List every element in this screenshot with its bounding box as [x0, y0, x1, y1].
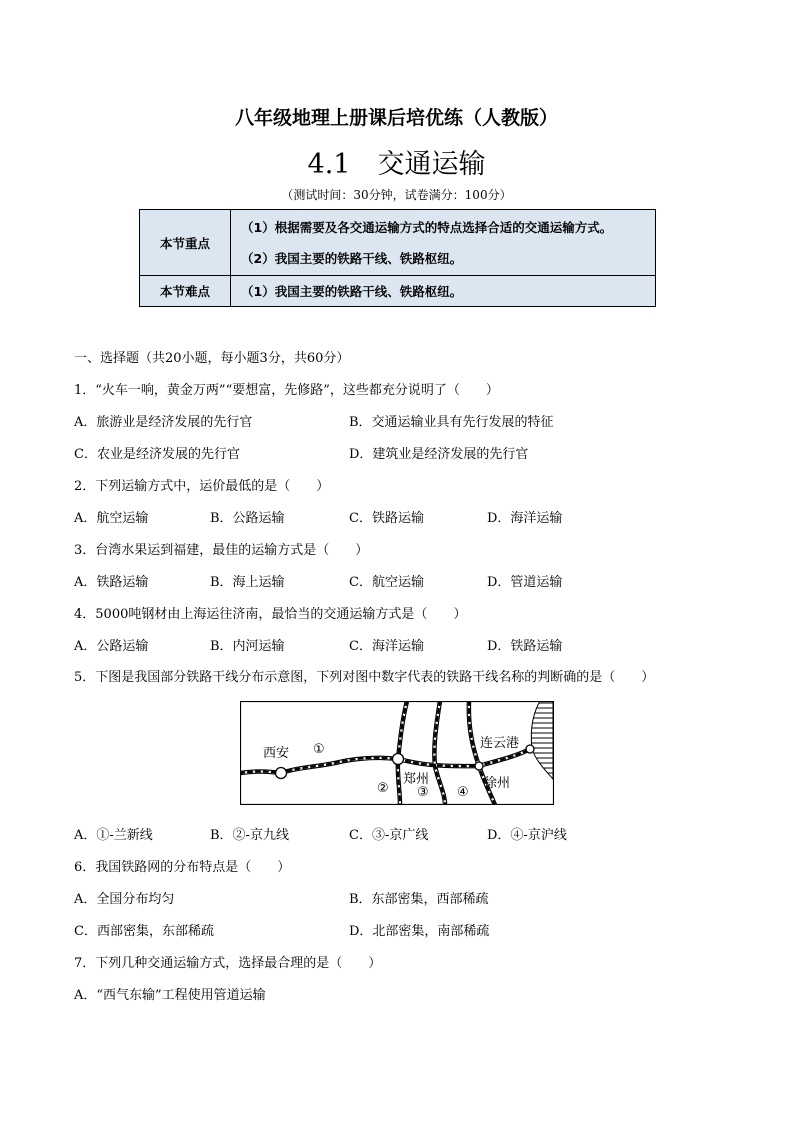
- option[interactable]: C．海洋运输: [349, 639, 424, 654]
- option[interactable]: C．航空运输: [349, 575, 424, 590]
- option[interactable]: A．旅游业是经济发展的先行官: [74, 415, 253, 430]
- city-lianyungang: [526, 745, 534, 753]
- key-point: （2）我国主要的铁路干线、铁路枢纽。: [241, 250, 463, 266]
- option[interactable]: D．北部密集，南部稀疏: [349, 924, 490, 939]
- question-7: 7．下列几种交通运输方式，选择最合理的是（ ）: [74, 956, 382, 971]
- marker-4: ④: [457, 785, 469, 800]
- option[interactable]: D．海洋运输: [487, 511, 563, 526]
- marker-3: ③: [417, 785, 429, 800]
- label-xian: 西安: [263, 746, 290, 761]
- label-lianyungang: 连云港: [480, 736, 520, 751]
- option[interactable]: B．公路运输: [210, 511, 285, 526]
- option[interactable]: A．航空运输: [74, 511, 149, 526]
- objectives-table: [139, 209, 656, 307]
- question-6: 6．我国铁路网的分布特点是（ ）: [74, 860, 291, 875]
- hard-point: （1）我国主要的铁路干线、铁路枢纽。: [231, 276, 656, 307]
- option[interactable]: D．铁路运输: [487, 639, 563, 654]
- option[interactable]: B．内河运输: [210, 639, 285, 654]
- option[interactable]: B．东部密集，西部稀疏: [349, 892, 489, 907]
- option[interactable]: B．海上运输: [210, 575, 285, 590]
- key-point: （1）根据需要及各交通运输方式的特点选择合适的交通运输方式。: [241, 219, 613, 235]
- city-xuzhou: [475, 762, 483, 770]
- question-2: 2．下列运输方式中，运价最低的是（ ）: [74, 479, 330, 494]
- label-zhengzhou: 郑州: [403, 772, 430, 787]
- option[interactable]: D．④-京沪线: [487, 828, 567, 843]
- option[interactable]: A．①-兰新线: [74, 828, 153, 843]
- question-4: 4．5000吨钢材由上海运往济南，最恰当的交通运输方式是（ ）: [74, 607, 467, 622]
- option[interactable]: C．西部密集，东部稀疏: [74, 924, 214, 939]
- option[interactable]: A．全国分布均匀: [74, 892, 175, 907]
- option[interactable]: C．铁路运输: [349, 511, 424, 526]
- section-heading: 一、选择题（共20小题，每小题3分，共60分）: [74, 351, 350, 366]
- hard-points-label: 本节难点: [140, 276, 231, 307]
- label-xuzhou: 徐州: [484, 776, 511, 791]
- option[interactable]: C．农业是经济发展的先行官: [74, 447, 240, 462]
- option[interactable]: B．交通运输业具有先行发展的特征: [349, 415, 554, 430]
- option[interactable]: A．铁路运输: [74, 575, 149, 590]
- question-3: 3．台湾水果运到福建，最佳的运输方式是（ ）: [74, 543, 369, 558]
- option[interactable]: B．②-京九线: [210, 828, 289, 843]
- option[interactable]: A．公路运输: [74, 639, 149, 654]
- city-zhengzhou: [393, 754, 404, 765]
- key-points-label: 本节重点: [140, 210, 231, 276]
- question-1: 1．“火车一响，黄金万两”“要想富，先修路”，这些都充分说明了（ ）: [74, 383, 499, 398]
- marker-1: ①: [313, 742, 325, 757]
- page-title: 4.1 交通运输: [307, 149, 486, 180]
- option[interactable]: A．“西气东输”工程使用管道运输: [74, 988, 266, 1003]
- railway-map: [240, 701, 554, 805]
- option[interactable]: D．建筑业是经济发展的先行官: [349, 447, 529, 462]
- series-title: 八年级地理上册课后培优练（人教版）: [234, 107, 558, 129]
- question-5: 5．下图是我国部分铁路干线分布示意图，下列对图中数字代表的铁路干线名称的判断确的是（ ）: [74, 670, 655, 685]
- city-xian: [276, 768, 287, 779]
- test-info: （测试时间：30分钟，试卷满分：100分）: [281, 188, 512, 202]
- option[interactable]: D．管道运输: [487, 575, 563, 590]
- option[interactable]: C．③-京广线: [349, 828, 429, 843]
- marker-2: ②: [377, 781, 389, 796]
